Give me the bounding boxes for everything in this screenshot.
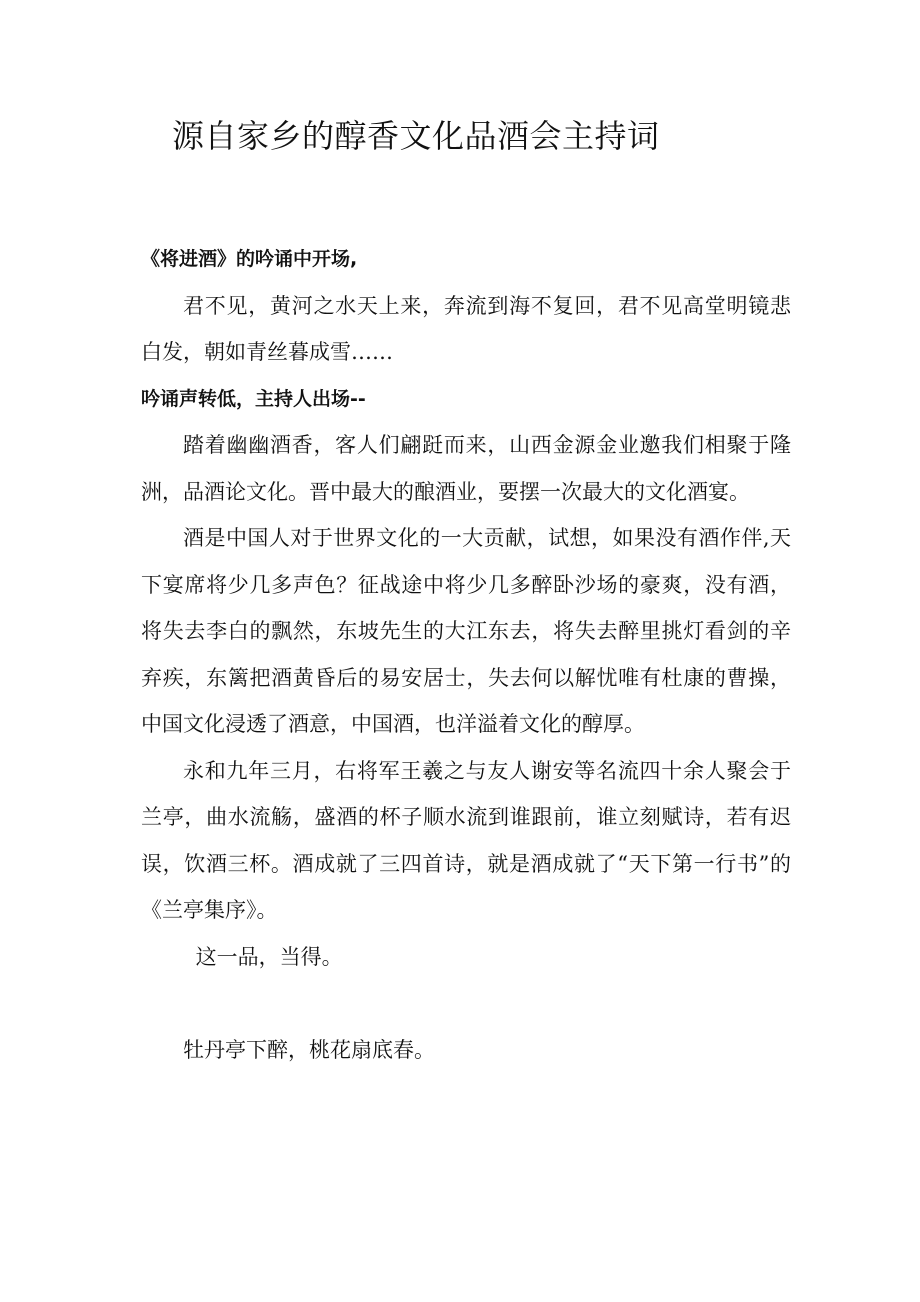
document-body <box>141 236 791 1073</box>
paragraph-wine-culture: 酒是中国人对于世界文化的一大贡献，试想，如果没有酒作伴,天下宴席将少几多声色？征战途中将少几多醉卧沙场的豪爽，没有酒，将失去李白的飘然，东坡先生的大江东去，将失去醉里挑灯看剑的辛弃疾，东篱把酒黄昏后的易安居士，失去何以解忧唯有杜康的曹操，中国文化浸透了酒意，中国酒，也洋溢着文化的醇厚。 <box>141 526 791 736</box>
paragraph-lanting: 永和九年三月，右将军王羲之与友人谢安等名流四十余人聚会于兰亭，曲水流觞，盛酒的杯子顺水流到谁跟前，谁立刻赋诗，若有迟误，饮酒三杯。酒成就了三四首诗，就是酒成就了“天下第一行书”的《兰亭集序》。 <box>141 758 791 922</box>
poem-recitation: 君不见，黄河之水天上来，奔流到海不复回，君不见高堂明镜悲白发，朝如青丝暮成雪…… <box>141 293 791 364</box>
stage-direction-host: 吟诵声转低，主持人出场-- <box>141 387 366 410</box>
document-title: 源自家乡的醇香文化品酒会主持词 <box>172 117 660 155</box>
paragraph-welcome: 踏着幽幽酒香，客人们翩跹而来，山西金源金业邀我们相聚于隆洲，品酒论文化。晋中最大的酿酒业，要摆一次最大的文化酒宴。 <box>141 433 791 504</box>
stage-direction-opening: 《将进酒》的吟诵中开场, <box>141 248 358 270</box>
blank-line <box>141 980 791 1027</box>
paragraph-peony-pavilion: 牡丹亭下醉，桃花扇底春。 <box>183 1037 435 1062</box>
paragraph-verdict: 这一品，当得。 <box>195 944 343 969</box>
